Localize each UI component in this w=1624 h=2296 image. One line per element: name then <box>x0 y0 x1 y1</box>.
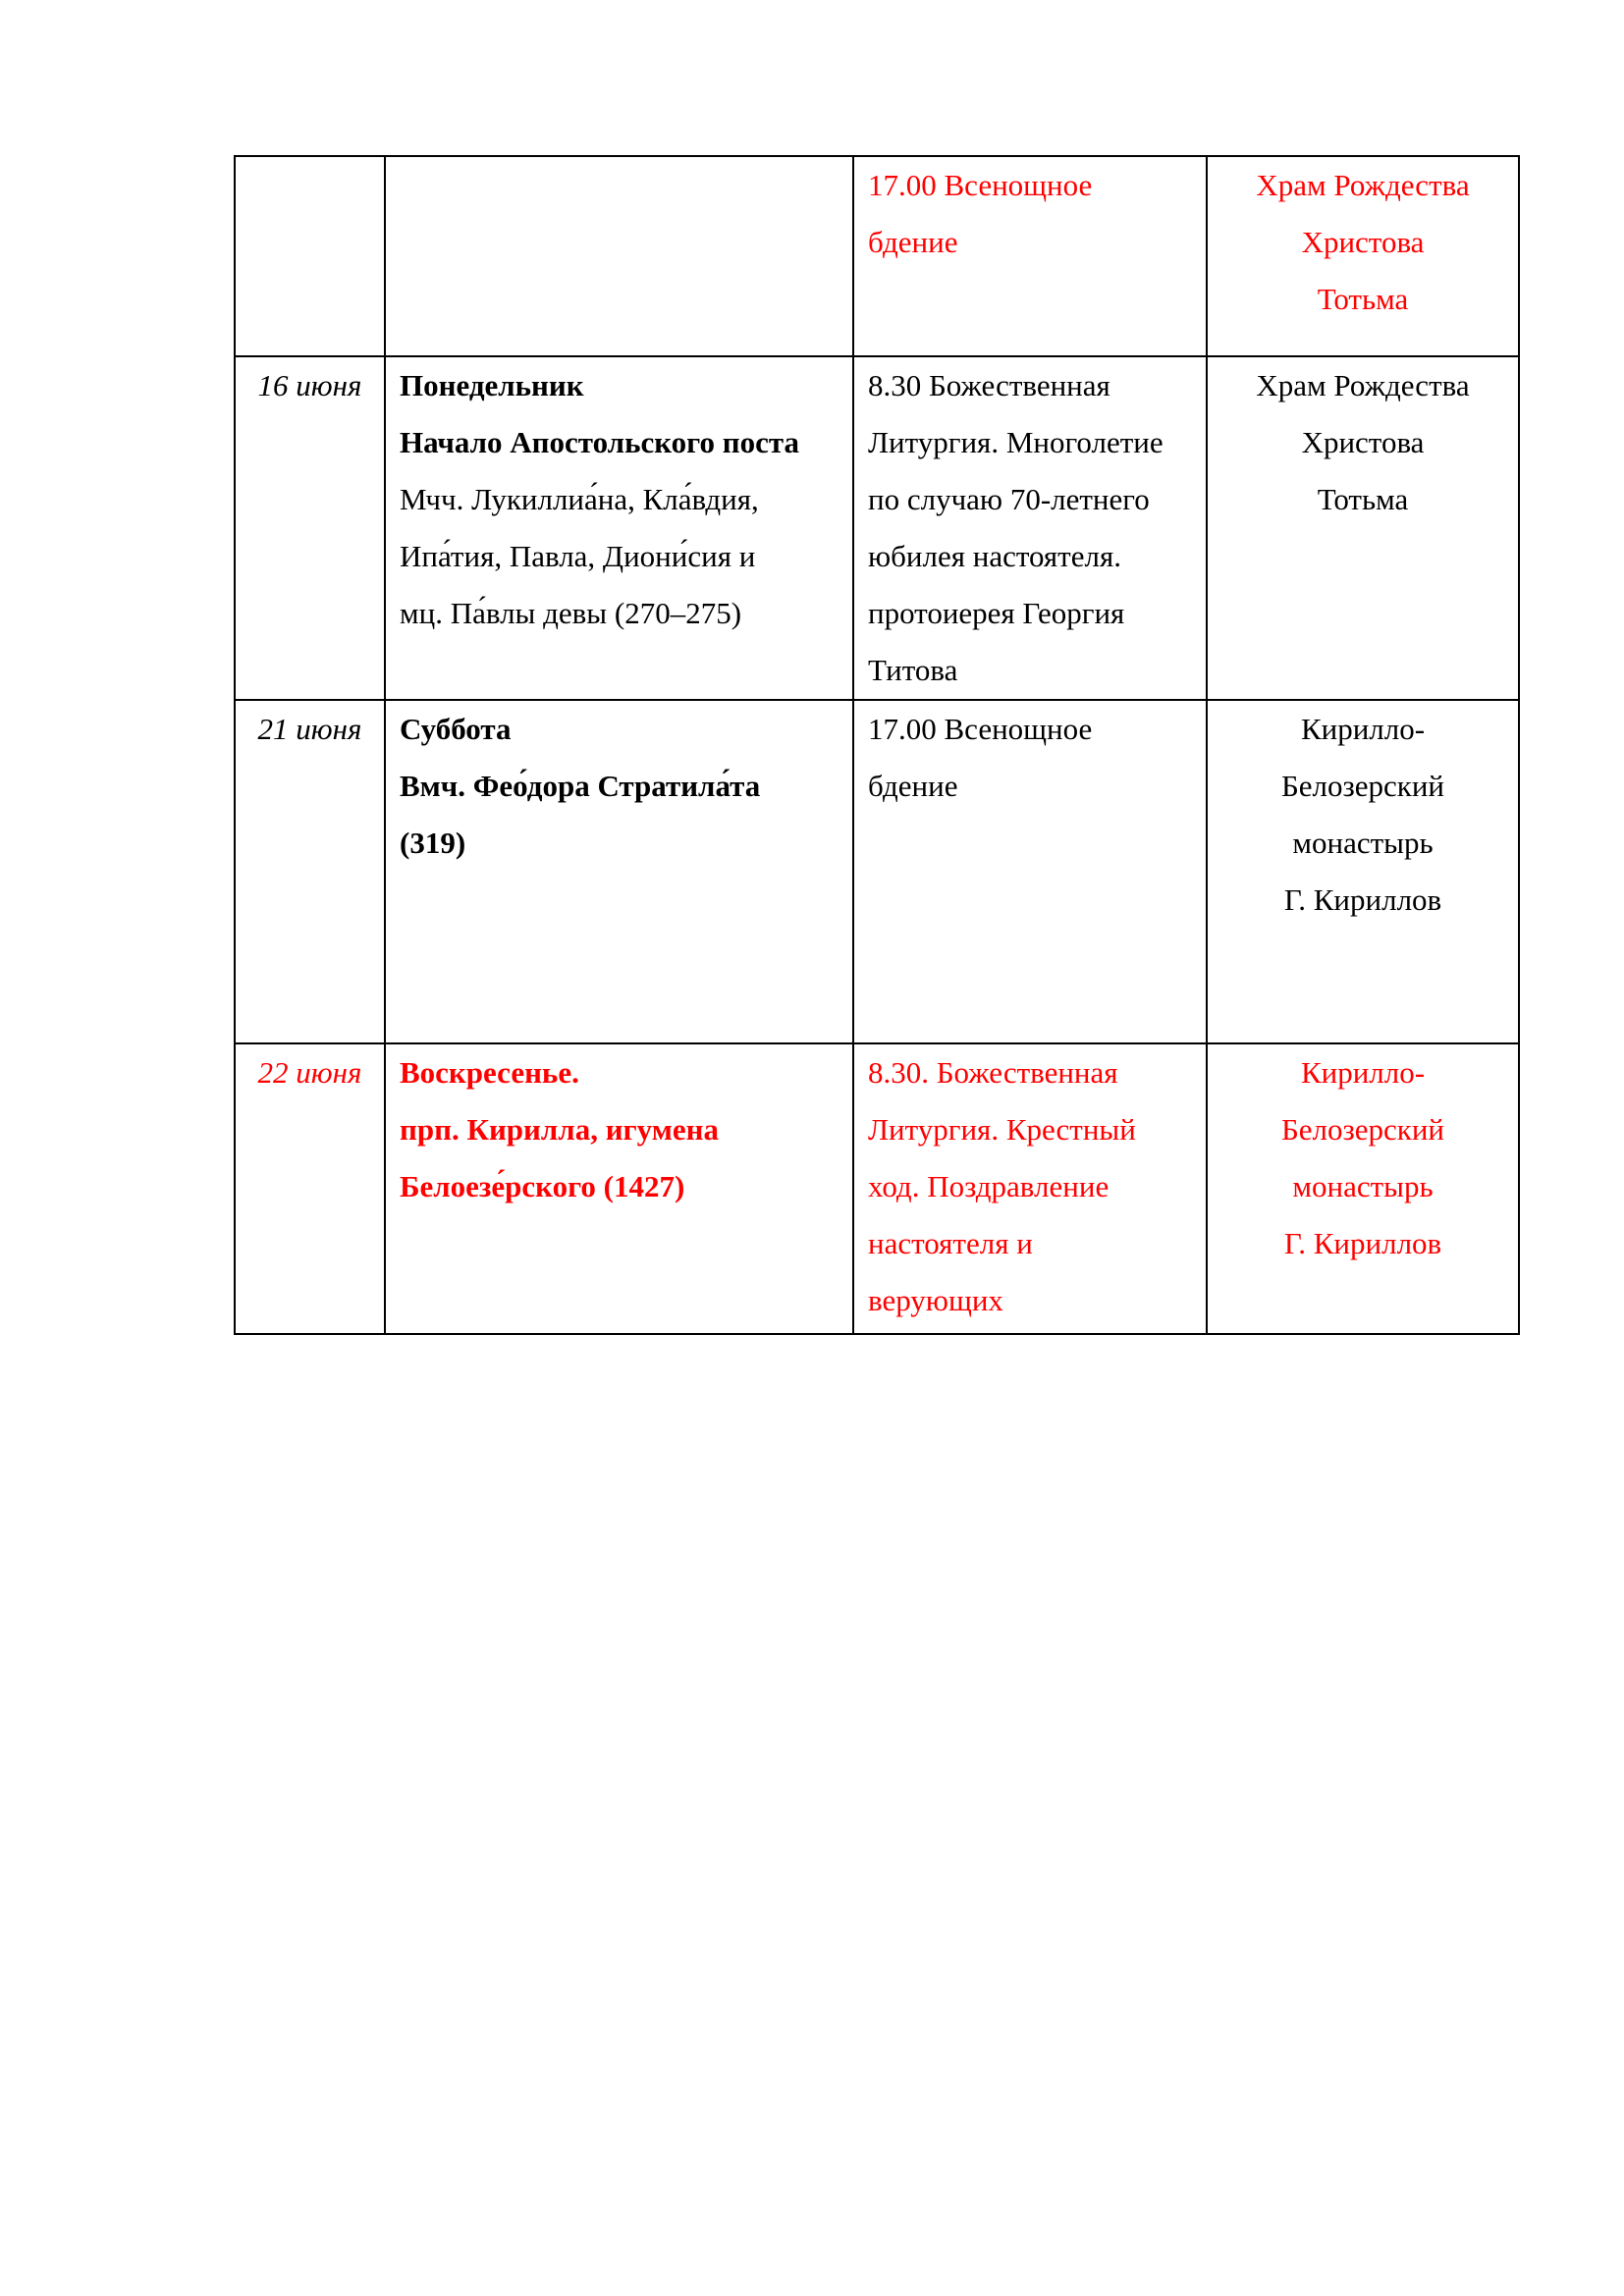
service-line: Литургия. Многолетие <box>868 425 1164 459</box>
service-line: протоиерея Георгия <box>868 596 1125 630</box>
weekday: Понедельник <box>400 368 584 402</box>
service-cell <box>853 700 1207 1043</box>
place-cell <box>1207 156 1519 356</box>
place-cell <box>1207 700 1519 1043</box>
place-line: Христова <box>1301 225 1425 259</box>
place-line: Храм Рождества <box>1256 368 1470 402</box>
saints-line: Ипа́тия, Павла, Диони́сия и <box>400 539 756 573</box>
service-line: юбилея настоятеля. <box>868 539 1121 573</box>
date-cell: 22 июня <box>235 1043 385 1334</box>
date-cell: 21 июня <box>235 700 385 1043</box>
place-line: Г. Кириллов <box>1283 1226 1442 1260</box>
day-cell <box>385 156 853 356</box>
place-cell <box>1207 356 1519 700</box>
day-cell <box>385 1043 853 1334</box>
feast-title: Начало Апостольского поста <box>400 425 799 459</box>
schedule-table <box>234 155 1520 1335</box>
service-line: бдение <box>868 769 958 803</box>
place-line: Тотьма <box>1317 282 1409 316</box>
date-cell <box>235 156 385 356</box>
place-line: Кирилло- <box>1300 712 1426 746</box>
saints-line: Мчч. Лукиллиа́на, Кла́вдия, <box>400 482 759 516</box>
service-line: 17.00 Всенощное <box>868 168 1093 202</box>
day-cell <box>385 356 853 700</box>
place-line: Христова <box>1301 425 1425 459</box>
service-line: верующих <box>868 1283 1003 1317</box>
service-cell <box>853 1043 1207 1334</box>
day-cell <box>385 700 853 1043</box>
date-cell: 16 июня <box>235 356 385 700</box>
service-line: по случаю 70-летнего <box>868 482 1150 516</box>
place-line: монастырь <box>1292 826 1434 860</box>
service-line: 8.30. Божественная <box>868 1055 1118 1090</box>
place-line: Белозерский <box>1280 769 1445 803</box>
service-line: 17.00 Всенощное <box>868 712 1093 746</box>
weekday: Суббота <box>400 712 512 746</box>
schedule-row <box>235 700 1519 1043</box>
service-line: ход. Поздравление <box>868 1169 1110 1203</box>
place-line: Тотьма <box>1317 482 1409 516</box>
place-line: Кирилло- <box>1300 1055 1426 1090</box>
service-line: бдение <box>868 225 958 259</box>
feast-year: (319) <box>400 826 466 860</box>
place-line: Храм Рождества <box>1256 168 1470 202</box>
service-line: 8.30 Божественная <box>868 368 1110 402</box>
schedule-row <box>235 156 1519 356</box>
schedule-row <box>235 1043 1519 1334</box>
service-cell <box>853 156 1207 356</box>
service-cell <box>853 356 1207 700</box>
place-line: монастырь <box>1292 1169 1434 1203</box>
feast-title: Вмч. Фео́дора Стратила́та <box>400 769 761 803</box>
schedule-row <box>235 356 1519 700</box>
place-line: Белозерский <box>1280 1112 1445 1147</box>
place-cell <box>1207 1043 1519 1334</box>
feast-title: Белоезе́рского (1427) <box>400 1169 685 1203</box>
service-line: настоятеля и <box>868 1226 1033 1260</box>
saints-line: мц. Па́влы девы (270–275) <box>400 596 742 630</box>
service-line: Литургия. Крестный <box>868 1112 1136 1147</box>
place-line: Г. Кириллов <box>1283 882 1442 917</box>
feast-title: прп. Кирилла, игумена <box>400 1112 719 1147</box>
weekday: Воскресенье. <box>400 1055 579 1090</box>
service-line: Титова <box>868 653 958 687</box>
